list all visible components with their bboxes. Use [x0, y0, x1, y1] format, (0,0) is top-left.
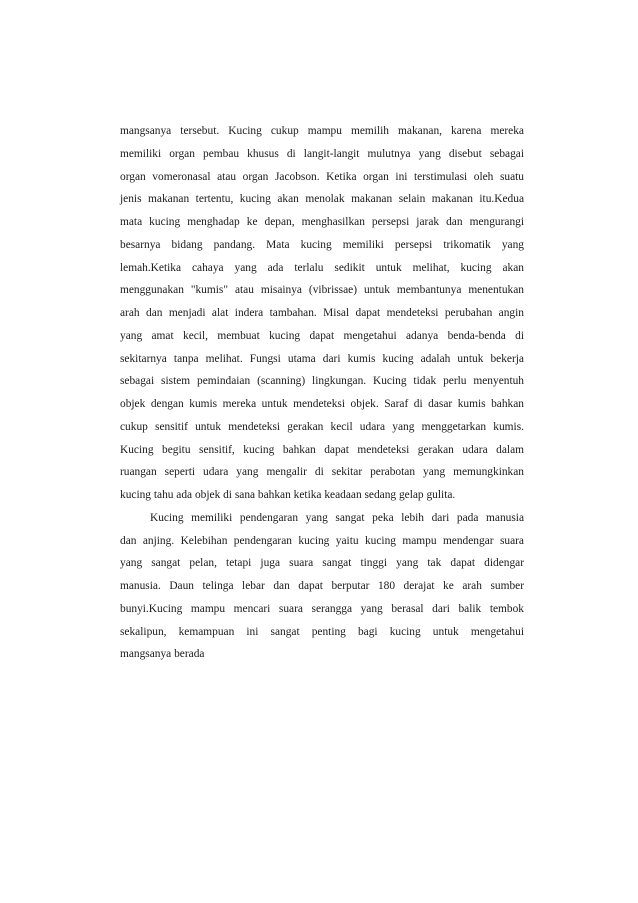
text-line: objek dengan kumis mereka untuk mendeteksi objek. Saraf di dasar kumis bahkan — [120, 398, 524, 410]
text-line: Kucing begitu sensitif, kucing bahkan dapat mendeteksi gerakan udara dalam — [120, 443, 524, 456]
text-line: sebagai sistem pemindaian (scanning) lingkungan. Kucing tidak perlu menyentuh — [120, 375, 524, 388]
text-line: kucing tahu ada objek di sana bahkan ketika keadaan sedang gelap gulita. — [120, 489, 456, 501]
text-line: arah dan menjadi alat indera tambahan. Misal dapat mendeteksi perubahan angin — [120, 307, 524, 319]
text-line: Kucing memiliki pendengaran yang sangat peka lebih dari pada manusia — [150, 511, 524, 524]
text-line: cukup sensitif untuk mendeteksi gerakan kecil udara yang menggetarkan kumis. — [120, 420, 524, 433]
text-line: memiliki organ pembau khusus di langit-langit mulutnya yang disebut sebagai — [120, 147, 524, 160]
text-line: bunyi.Kucing mampu mencari suara serangga yang berasal dari balik tembok — [120, 602, 524, 615]
text-line: besarnya bidang pandang. Mata kucing memiliki persepsi trikomatik yang — [120, 238, 524, 251]
text-line: organ vomeronasal atau organ Jacobson. Ketika organ ini terstimulasi oleh suatu — [120, 170, 524, 183]
text-line: yang amat kecil, membuat kucing dapat mengetahui adanya benda-benda di — [120, 329, 524, 342]
text-line: yang sangat pelan, tetapi juga suara sangat tinggi yang tak dapat didengar — [120, 557, 524, 570]
paragraph-hearing — [120, 507, 524, 666]
text-line: sekitarnya tanpa melihat. Fungsi utama dari kumis kucing adalah untuk bekerja — [120, 352, 524, 365]
text-line: dan anjing. Kelebihan pendengaran kucing yaitu kucing mampu mendengar suara — [120, 534, 524, 547]
text-line: mangsanya berada — [120, 648, 205, 661]
text-line: menggunakan "kumis" atau misainya (vibrissae) untuk membantunya menentukan — [120, 284, 524, 297]
text-line: jenis makanan tertentu, kucing akan menolak makanan selain makanan itu.Kedua — [120, 193, 524, 206]
text-line: mangsanya tersebut. Kucing cukup mampu memilih makanan, karena mereka — [120, 125, 524, 137]
text-line: mata kucing menghadap ke depan, menghasilkan persepsi jarak dan mengurangi — [120, 216, 524, 228]
text-line: manusia. Daun telinga lebar dan dapat berputar 180 derajat ke arah sumber — [120, 580, 524, 592]
text-line: ruangan seperti udara yang mengalir di sekitar perabotan yang memungkinkan — [120, 466, 524, 479]
paragraph-whiskers — [120, 120, 524, 507]
body-text — [120, 120, 524, 666]
text-line: lemah.Ketika cahaya yang ada terlalu sedikit untuk melihat, kucing akan — [120, 261, 524, 274]
text-line: sekalipun, kemampuan ini sangat penting bagi kucing untuk mengetahui — [120, 625, 524, 638]
